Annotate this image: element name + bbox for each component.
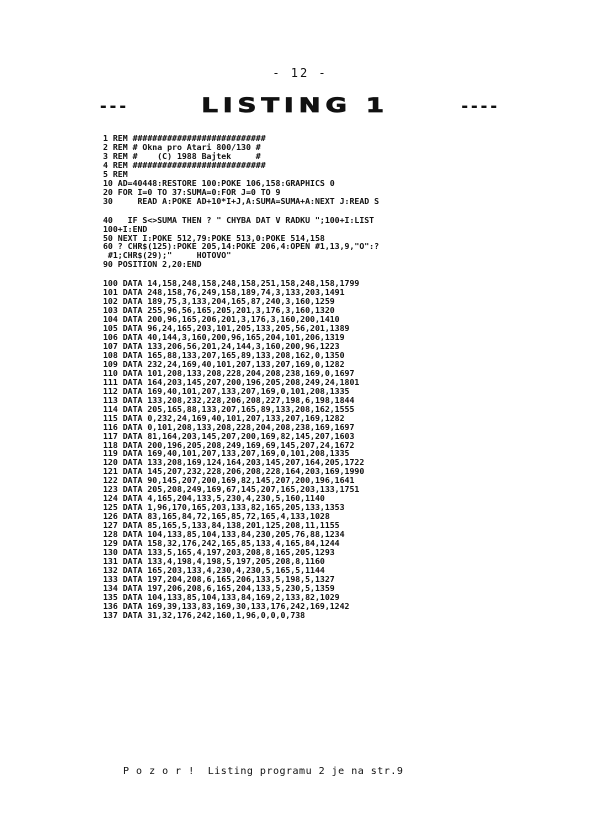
listing-line: 100 DATA 14,158,248,158,248,158,251,158,248,158,1799 <box>103 278 360 289</box>
listing-line: 135 DATA 104,133,85,104,133,84,169,2,133,82,1029 <box>103 591 340 602</box>
listing-line: 137 DATA 31,32,176,242,160,1,96,0,0,0,738 <box>103 609 306 620</box>
listing-line: 128 DATA 104,133,85,104,133,84,230,205,76,88,1234 <box>103 529 345 540</box>
listing-line: 115 DATA 0,232,24,169,40,101,207,133,207,169,1282 <box>103 412 345 423</box>
listing-line: 104 DATA 200,96,165,206,201,3,176,3,160,200,1410 <box>103 314 340 325</box>
listing-line: 90 POSITION 2,20:END <box>103 259 202 270</box>
heading-title: LISTING 1 <box>201 94 389 118</box>
listing-line: #1;CHR$(29);" HOTOVO" <box>103 250 232 261</box>
listing-line: 113 DATA 133,208,232,228,206,208,227,198,6,198,1844 <box>103 394 355 405</box>
listing-line: 133 DATA 197,204,208,6,165,206,133,5,198,5,1327 <box>103 573 335 584</box>
listing-line: 105 DATA 96,24,165,203,101,205,133,205,56,201,1389 <box>103 323 350 334</box>
listing-line: 110 DATA 101,208,133,208,228,204,208,238,169,0,1697 <box>103 367 355 378</box>
listing-line: 129 DATA 158,32,176,242,165,85,133,4,165,84,1244 <box>103 537 340 548</box>
listing-line: 4 REM ########################### <box>103 159 266 170</box>
listing-line: 106 DATA 40,144,3,160,200,96,165,204,101,206,1319 <box>103 332 345 343</box>
listing-line: 119 DATA 169,40,101,207,133,207,169,0,101,208,1335 <box>103 448 350 459</box>
footer-note: P o z o r ! Listing programu 2 je na str.9 <box>123 766 404 777</box>
listing-line: 121 DATA 145,207,232,228,206,208,228,164,203,169,1990 <box>103 466 365 477</box>
listing-line: 108 DATA 165,88,133,207,165,89,133,208,162,0,1350 <box>103 349 345 360</box>
listing-line: 100+I:END <box>103 223 148 234</box>
listing-line: 40 IF S<>SUMA THEN ? " CHYBA DAT V RADKU ";100+I:LIST <box>103 214 375 225</box>
listing-line: 117 DATA 81,164,203,145,207,200,169,82,145,207,1603 <box>103 430 355 441</box>
listing-line: 103 DATA 255,96,56,165,205,201,3,176,3,160,1320 <box>103 305 335 316</box>
heading-dashes-right: ---- <box>461 95 500 117</box>
listing-line: 111 DATA 164,203,145,207,200,196,205,208,249,24,1801 <box>103 376 360 387</box>
listing-line: 50 NEXT I:POKE 512,79:POKE 513,0:POKE 514,158 <box>103 232 325 243</box>
listing-line: 3 REM # (C) 1988 Bajtek # <box>103 150 261 161</box>
listing-line: 102 DATA 189,75,3,133,204,165,87,240,3,160,1259 <box>103 296 335 307</box>
listing-line: 30 READ A:POKE AD+10*I+J,A:SUMA=SUMA+A:NEXT J:READ S <box>103 195 380 206</box>
listing-line: 120 DATA 133,208,169,124,164,203,145,207,164,205,1722 <box>103 457 365 468</box>
listing-line: 124 DATA 4,165,204,133,5,230,4,230,5,160,1140 <box>103 493 325 504</box>
listing-line: 130 DATA 133,5,165,4,197,203,208,8,165,205,1293 <box>103 546 335 557</box>
listing-line: 1 REM ########################### <box>103 133 266 143</box>
program-listing <box>103 134 543 620</box>
listing-line: 101 DATA 248,158,76,249,158,189,74,3,133,203,1491 <box>103 287 345 298</box>
heading-dashes-left: --- <box>100 95 129 117</box>
listing-line: 118 DATA 200,196,205,208,249,169,69,145,207,24,1672 <box>103 439 355 450</box>
listing-line: 123 DATA 205,208,249,169,67,145,207,165,203,133,1751 <box>103 484 360 495</box>
listing-line: 107 DATA 133,206,56,201,24,144,3,160,200,96,1223 <box>103 341 340 352</box>
listing-line: 10 AD=40448:RESTORE 100:POKE 106,158:GRAPHICS 0 <box>103 177 335 188</box>
listing-line: 132 DATA 165,203,133,4,230,4,230,5,165,5,1144 <box>103 564 325 575</box>
listing-line: 122 DATA 90,145,207,200,169,82,145,207,200,196,1641 <box>103 475 355 486</box>
page-number: - 12 - <box>272 66 328 80</box>
listing-line: 20 FOR I=0 TO 37:SUMA=0:FOR J=0 TO 9 <box>103 186 281 197</box>
listing-heading <box>100 92 500 120</box>
listing-line: 126 DATA 83,165,84,72,165,85,72,165,4,133,1028 <box>103 511 330 522</box>
listing-line: 125 DATA 1,96,170,165,203,133,82,165,205,133,1353 <box>103 502 345 513</box>
listing-line: 127 DATA 85,165,5,133,84,138,201,125,208,11,1155 <box>103 520 340 531</box>
listing-line: 2 REM # Okna pro Atari 800/130 # <box>103 141 261 152</box>
listing-line: 5 REM <box>103 168 128 179</box>
listing-line: 134 DATA 197,206,208,6,165,204,133,5,230,5,1359 <box>103 582 335 593</box>
listing-line: 60 ? CHR$(125):POKE 205,14:POKE 206,4:OPEN #1,13,9,"O":? <box>103 241 380 252</box>
listing-line: 116 DATA 0,101,208,133,208,228,204,208,238,169,1697 <box>103 421 355 432</box>
listing-line: 131 DATA 133,4,198,4,198,5,197,205,208,8,1160 <box>103 555 325 566</box>
listing-line: 112 DATA 169,40,101,207,133,207,169,0,101,208,1335 <box>103 385 350 396</box>
listing-line: 114 DATA 205,165,88,133,207,165,89,133,208,162,1555 <box>103 403 355 414</box>
listing-line: 136 DATA 169,39,133,83,169,30,133,176,242,169,1242 <box>103 600 350 611</box>
listing-line: 109 DATA 232,24,169,40,101,207,133,207,169,0,1282 <box>103 358 345 369</box>
